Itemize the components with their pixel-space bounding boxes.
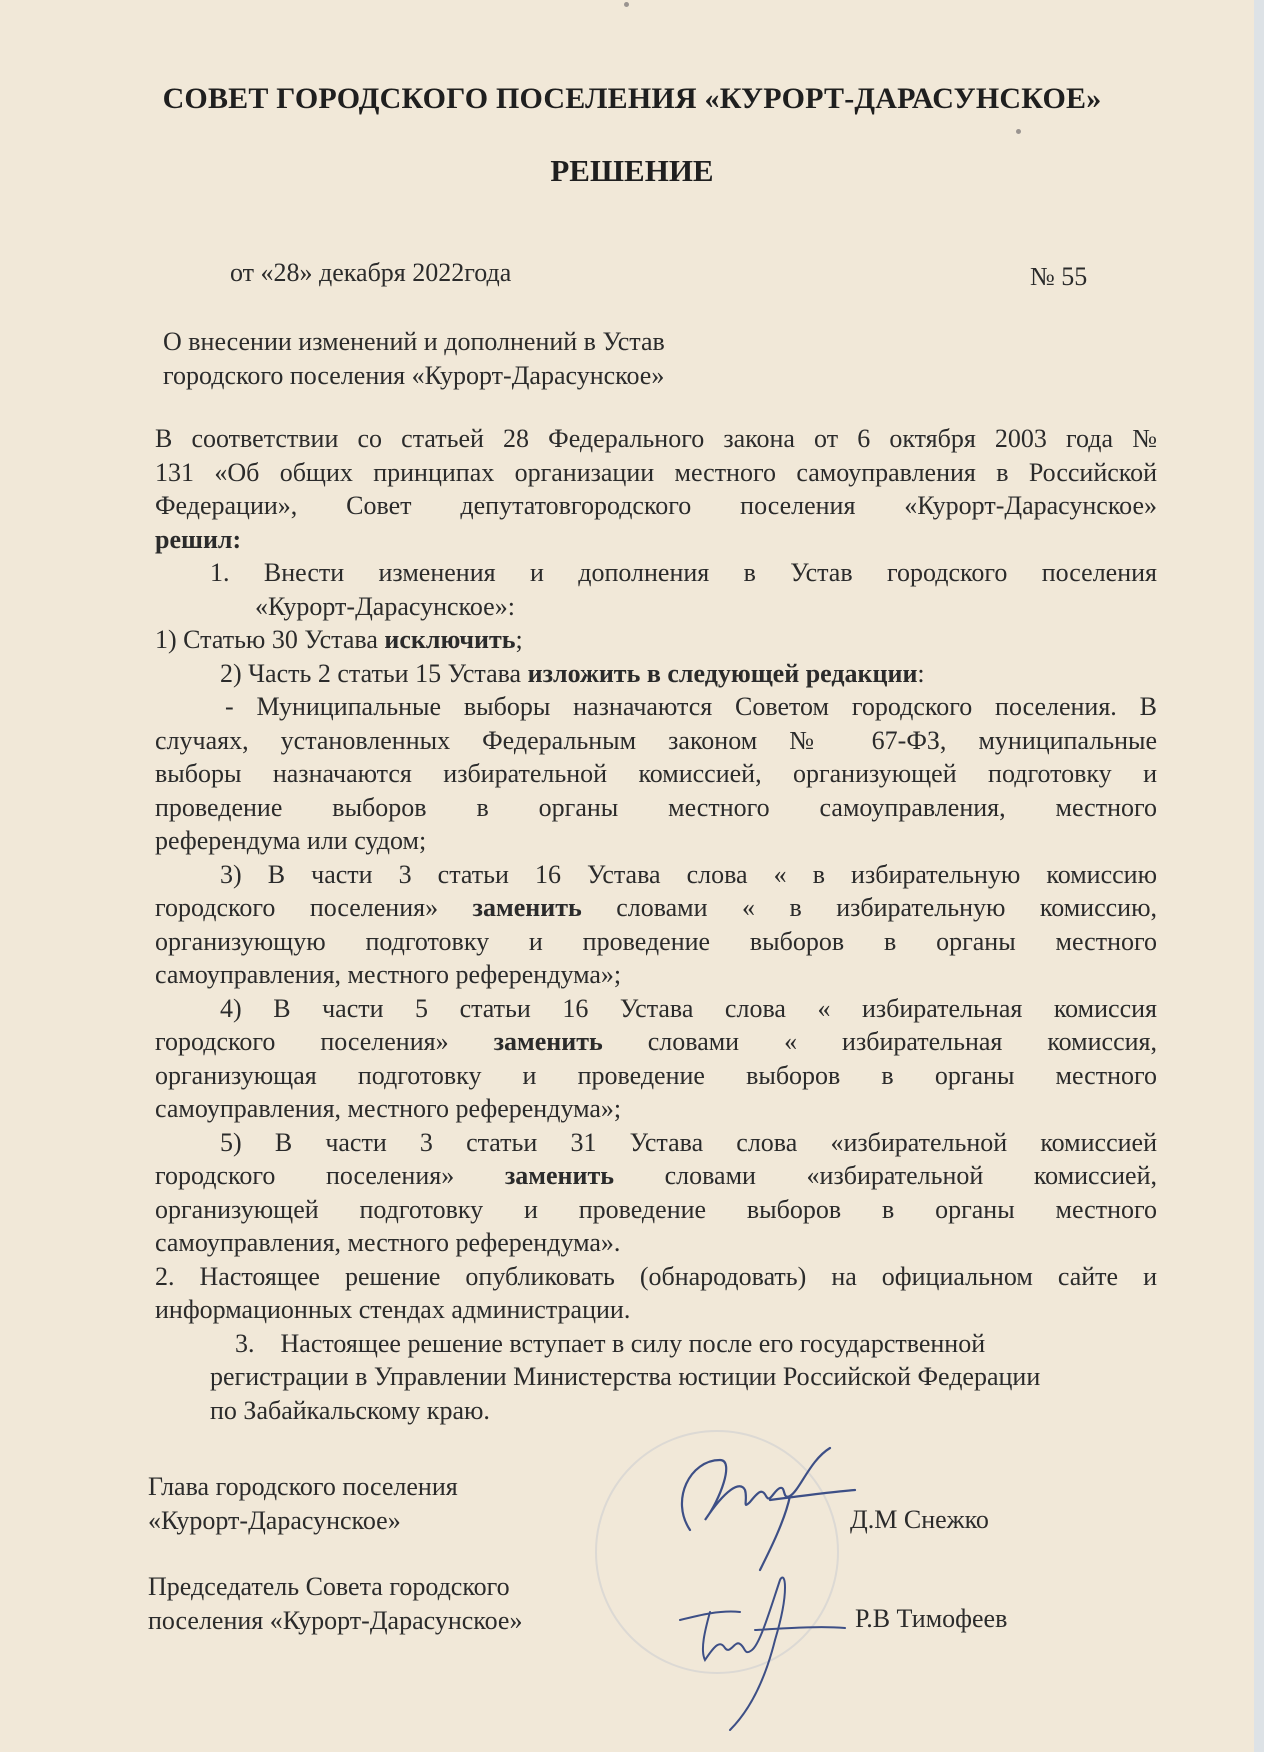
item-3 (155, 1327, 1157, 1428)
document-type: РЕШЕНИЕ (550, 153, 714, 188)
subitem-text: словами « в избирательную комиссию, (581, 893, 1158, 922)
item-line: «Курорт-Дарасунское»: (255, 591, 515, 621)
subitem-line: случаях, установленных Федеральным законом № 67-ФЗ, муниципальные (155, 725, 1157, 755)
subitem-3 (155, 858, 1157, 992)
chair-name: Р.В Тимофеев (855, 1604, 1008, 1633)
item-line: по Забайкальскому краю. (210, 1395, 490, 1425)
subitem-line: организующей подготовку и проведение выборов в органы местного (155, 1194, 1157, 1224)
item-2 (155, 1260, 1157, 1327)
item-1 (155, 556, 1157, 623)
signatory-title-line: поселения «Курорт-Дарасунское» (148, 1606, 523, 1635)
subitem-line: выборы назначаются избирательной комиссией, организующей подготовку и (155, 759, 1157, 788)
subitem-text: ; (515, 625, 523, 654)
subitem-line: референдума или судом; (155, 826, 427, 855)
head-title (148, 1470, 458, 1538)
subitem-text: 2) Часть 2 статьи 15 Устава (220, 658, 528, 688)
subitem-line: организующая подготовку и проведение выборов в органы местного (155, 1060, 1157, 1090)
item-line: информационных стендах администрации. (155, 1295, 631, 1324)
subitem-line: самоуправления, местного референдума»; (155, 960, 622, 989)
subitem-emphasis: заменить (504, 1161, 614, 1190)
subitem-line (155, 657, 1157, 691)
subitem-emphasis: изложить в следующей редакции (527, 658, 918, 688)
subject-line: городского поселения «Курорт-Дарасунское» (163, 361, 665, 390)
subitem-text: словами «избирательной комиссией, (614, 1161, 1158, 1190)
subitem-1 (155, 623, 1157, 657)
preamble (155, 422, 1157, 556)
subitem-emphasis: исключить (384, 625, 516, 654)
decision-subject (163, 325, 665, 393)
subitem-text: городского поселения» (155, 1161, 505, 1190)
subitem-line: самоуправления, местного референдума». (155, 1228, 621, 1257)
subitem-line (155, 891, 1157, 925)
subitem-line: - Муниципальные выборы назначаются Советом городского поселения. В (225, 692, 1157, 721)
subitem-5 (155, 1126, 1157, 1260)
subitem-text: 1) Статью 30 Устава (155, 625, 385, 654)
subject-line: О внесении изменений и дополнений в Устав (163, 327, 665, 356)
speck (624, 2, 629, 7)
item-line: 3. Настоящее решение вступает в силу после его государственной (235, 1328, 986, 1358)
subitem-2 (155, 657, 1157, 858)
preamble-line: 131 «Об общих принципах организации местного самоуправления в Российской (155, 457, 1157, 487)
subitem-line (155, 1159, 1157, 1193)
signatory-title-line: Глава городского поселения (148, 1472, 458, 1501)
preamble-line: В соответствии со статьей 28 Федерального закона от 6 октября 2003 года № (155, 424, 1157, 453)
subitem-emphasis: заменить (472, 893, 582, 922)
council-title: СОВЕТ ГОРОДСКОГО ПОСЕЛЕНИЯ «КУРОРТ-ДАРАСУНСКОЕ» (162, 82, 1102, 115)
subitem-4 (155, 992, 1157, 1126)
subitem-line: самоуправления, местного референдума»; (155, 1094, 622, 1123)
decision-date: от «28» декабря 2022года (230, 258, 512, 287)
subitem-emphasis: заменить (493, 1027, 603, 1056)
signatory-title-line: «Курорт-Дарасунское» (148, 1506, 401, 1535)
subitem-line (155, 1025, 1157, 1059)
subitem-text: : (917, 658, 925, 688)
head-name: Д.М Снежко (850, 1505, 989, 1534)
decision-number: № 55 (1030, 262, 1088, 291)
chair-signature (660, 1560, 860, 1740)
subitem-line: организующую подготовку и проведение выборов в органы местного (155, 926, 1157, 956)
item-line: регистрации в Управлении Министерства юстиции Российской Федерации (210, 1362, 1041, 1391)
decision-body (155, 422, 1157, 1427)
chair-title (148, 1570, 522, 1638)
signatory-title-line: Председатель Совета городского (148, 1572, 510, 1601)
item-line: 2. Настоящее решение опубликовать (обнародовать) на официальном сайте и (155, 1261, 1157, 1291)
speck (1016, 129, 1021, 134)
subitem-line: 5) В части 3 статьи 31 Устава слова «избирательной комиссией (220, 1127, 1157, 1157)
subitem-line: 4) В части 5 статьи 16 Устава слова « избирательная комиссия (220, 993, 1157, 1023)
item-line: 1. Внести изменения и дополнения в Устав городского поселения (210, 558, 1157, 587)
subitem-line: 3) В части 3 статьи 16 Устава слова « в избирательную комиссию (220, 859, 1157, 889)
subitem-text: городского поселения» (155, 893, 473, 922)
subitem-text: словами « избирательная комиссия, (602, 1027, 1157, 1056)
preamble-line: Федерации», Совет депутатовгородского поселения «Курорт-Дарасунское» (155, 491, 1157, 520)
decided-label: решил: (155, 524, 242, 554)
subitem-line: проведение выборов в органы местного самоуправления, местного (155, 792, 1157, 822)
subitem-text: городского поселения» (155, 1027, 494, 1056)
